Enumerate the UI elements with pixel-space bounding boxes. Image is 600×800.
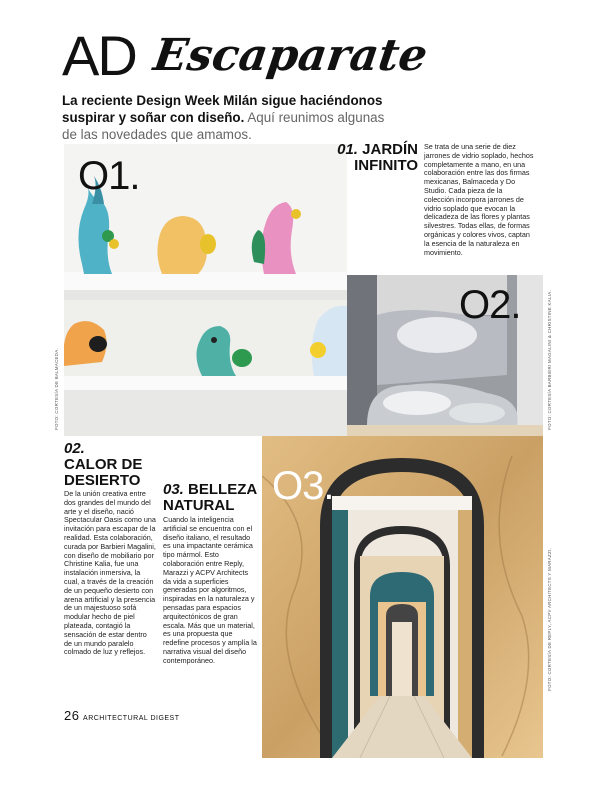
footer — [64, 708, 180, 723]
big-number-3: O3. — [272, 464, 334, 508]
publication-name: ARCHITECTURAL DIGEST — [83, 715, 180, 722]
intro-light: Aquí reunimos algunas de las novedades que amamos. — [62, 110, 385, 142]
section3-number: 03. — [163, 481, 184, 498]
section3-body: Cuando la inteligencia artificial se encuentra con el diseño italiano, el resultado es una impactante cerámica tipo mármol. Esto colaboración entre Reply, Marazzi y ACPV Architects da vida a superficies generadas por algoritmos, inspiradas en la naturaleza y pensadas para espacios arquitectónicos de gran escala. Más que un material, es una propuesta que redefine procesos y amplía la narrativa visual del diseño contemporáneo. — [163, 515, 257, 665]
intro-text — [62, 92, 392, 143]
section2-body: De la unión creativa entre dos grandes del mundo del arte y el diseño, nació Spectacular Oasis como una invitación para escapar de la realidad. Esta colaboración, curada por Barbieri Magalini, con diseño de mobiliario por Christine Kalia, fue una instalación inmersiva, la cual, a través de la creación de un pequeño desierto con arena artificial y la presencia de un majestuoso sofá modular hecho de piel plateada, contagió la sensación de estar dentro de un mundo paralelo colmado de luz y reflejos. — [64, 489, 156, 657]
masthead-escaparate: Escaparate — [150, 30, 431, 81]
sofa-photo — [347, 275, 543, 436]
section2-title: CALOR DE DESIERTO — [64, 456, 143, 489]
photo-credit-1: FOTO: CORTESÍA DE BALMACEDA. — [54, 348, 59, 430]
section3-heading — [163, 482, 258, 514]
photo-credit-2: FOTO: CORTESÍA BARBIERI MAGALINI & CHRISTINE KALIA. — [547, 290, 552, 430]
vases-photo — [64, 144, 347, 436]
section1-heading — [330, 142, 418, 174]
section3-title: BELLEZA NATURAL — [163, 481, 257, 514]
masthead-ad: AD — [62, 24, 136, 87]
arches-photo — [262, 436, 543, 758]
section1-body: Se trata de una serie de diez jarrones de vidrio soplado, hechos completamente a mano, en una colaboración entre las dos firmas mexicanas, Balmaceda y Do Studio. Cada pieza de la colección incorpora jarrones de vidrio soplado que evocan la delicadeza de las flores y plantas silvestres. Todas ellas, de formas orgánicas y colores vivos, captan la esencia de la naturaleza en movimiento. — [424, 142, 534, 257]
section1-number: 01. — [337, 141, 358, 158]
section2-number: 02. — [64, 440, 85, 457]
big-number-2: O2. — [459, 283, 521, 327]
section1-title: JARDÍN INFINITO — [354, 141, 418, 174]
section2-heading — [64, 441, 154, 489]
photo-credit-3: FOTO: CORTESÍA DE REPLY, ACPV ARCHITECTS Y MARAZZI. — [547, 548, 552, 691]
intro-bold: La reciente Design Week Milán sigue haciéndonos suspirar y soñar con diseño. — [62, 93, 383, 125]
page-number: 26 — [64, 708, 80, 723]
big-number-1: O1. — [78, 154, 140, 198]
